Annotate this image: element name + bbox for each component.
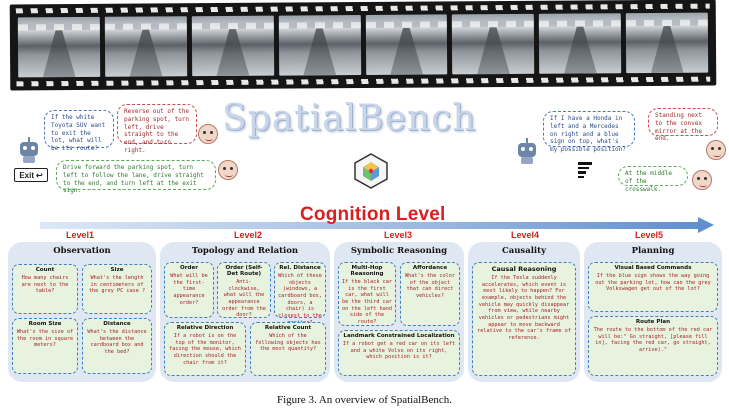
panel-title: Planning: [631, 246, 675, 256]
level-label: Level3: [384, 230, 413, 240]
figure-title: SpatialBench: [222, 98, 477, 139]
crosswalk-icon: [578, 162, 592, 180]
cognition-level-title: Cognition Level: [300, 204, 446, 225]
right-answer-bubble: Standing next to the convex mirror at the end.: [648, 108, 718, 136]
causal-reasoning-card: [472, 262, 576, 376]
card-title: Landmark Constrained Localization: [343, 333, 455, 339]
landmark-localization-card: [338, 330, 460, 376]
planning-panel: [584, 242, 722, 382]
card-text: If a robot is on the top of the monitor, facing the mouse, which direction should the chair from it?: [169, 333, 241, 366]
card-text: How many chairs are next to the table?: [21, 275, 69, 295]
card-title: Causal Reasoning: [491, 265, 557, 273]
person-face-icon: [692, 170, 712, 190]
level-label: Level4: [511, 230, 540, 240]
card-title: Rel. Distance: [279, 265, 321, 271]
video-frame: [626, 13, 708, 74]
robot-icon: [18, 137, 40, 163]
exit-arrow-icon: ↩: [35, 170, 43, 180]
card-text: Which of the following objects has the most quantity?: [255, 333, 321, 353]
level-label: Level2: [234, 230, 263, 240]
video-frame: [365, 14, 447, 75]
causality-panel: [468, 242, 580, 382]
card-text: What will be the first-time appearance order?: [170, 273, 208, 306]
video-frame: [192, 16, 274, 77]
level-label: Level1: [66, 230, 95, 240]
route-plan-card: [588, 316, 718, 376]
card-title: Route Plan: [635, 319, 671, 325]
card-title: Size: [110, 267, 124, 273]
person-face-icon: [706, 140, 726, 160]
sprocket-holes-bottom: [16, 77, 710, 87]
card-title: Multi-Hop Reasoning: [350, 265, 384, 277]
level-label: Level5: [635, 230, 664, 240]
video-frame: [18, 17, 100, 78]
card-text: What's the distance between the cardboard box and the bed?: [87, 329, 147, 355]
exit-sign-icon: [14, 168, 48, 182]
exit-sign-label: Exit: [19, 170, 34, 180]
multi-hop-card: [338, 262, 396, 326]
video-frame: [539, 13, 621, 74]
topology-panel: [160, 242, 330, 382]
card-title: Affordance: [412, 265, 448, 271]
panel-title: Symbolic Reasoning: [350, 246, 448, 256]
card-text: The route to the bottom of the red car will be:" Go straight, [please fill in], facing the red car, go straight, arrive).": [593, 327, 713, 353]
convex-mirror-icon: [352, 152, 390, 190]
card-text: If the blue sign shows the way going out the parking lot, how can the grey Volkswagen get out of the lot?: [595, 273, 711, 293]
count-card: [12, 264, 78, 314]
visual-commands-card: [588, 262, 718, 312]
card-text: Anti-clockwise, what will the appearance order from the door?: [222, 279, 266, 319]
size-card: [82, 264, 152, 314]
left-answer-bubble: Reverse out of the parking spot, turn left, drive straight to the end, and turn right.: [117, 104, 197, 144]
card-text: What's the color of the object that can direct vehicles?: [405, 273, 455, 299]
camera-frame-strip: [10, 0, 717, 90]
robot-icon: [516, 138, 538, 164]
video-frame: [452, 14, 534, 75]
card-title: Visual Based Commands: [614, 265, 692, 271]
order-self-route-card: [217, 262, 271, 318]
person-face-icon: [198, 124, 218, 144]
observation-panel: [8, 242, 156, 382]
panel-title: Topology and Relation: [191, 246, 299, 256]
left-model-answer-bubble: Drive forward the parking spot, turn left to follow the lane, drive straight to the end, and turn left at the exit sign.: [56, 160, 216, 190]
card-title: Room Size: [28, 321, 62, 327]
card-text: If the Tesla suddenly accelerates, which event is most likely to happen? For example, objects behind the vehicle may quickly disappear from view, while nearby vehicles or pedestrians might appear to move backward relative to the car's frame of reference.: [477, 275, 571, 341]
sprocket-holes-top: [16, 4, 710, 14]
card-title: Count: [35, 267, 55, 273]
rel-distance-card: [274, 262, 326, 318]
symbolic-reasoning-panel: [334, 242, 464, 382]
panel-title: Causality: [501, 246, 547, 256]
card-title: Relative Direction: [176, 325, 234, 331]
card-text: What's the length in centimeters of the grey PC case ?: [88, 275, 146, 295]
relative-direction-card: [164, 322, 246, 376]
right-model-answer-bubble: At the middle of the crosswalk.: [618, 166, 688, 186]
order-card: [164, 262, 214, 318]
card-text: If a robot get a red car on its left and a white Volvo on its right, which position is it?: [342, 341, 456, 361]
video-frame: [105, 16, 187, 77]
relative-count-card: [250, 322, 326, 376]
card-title: Order: [179, 265, 199, 271]
card-title: Order (Self-Det Route): [225, 265, 263, 277]
card-text: What's the size of the room in square meters?: [16, 329, 74, 349]
video-frame: [278, 15, 360, 76]
figure-caption: Figure 3. An overview of SpatialBench.: [276, 394, 453, 406]
panel-title: Observation: [53, 246, 111, 256]
right-question-bubble: If I have a Honda in left and a Mercedes on right and a blue sign on top, what's my possible position?: [543, 111, 635, 147]
card-text: If the black car is the first car, what will be the third car on the left hand side of the route?: [342, 279, 392, 325]
card-title: Distance: [103, 321, 131, 327]
affordance-card: [400, 262, 460, 326]
left-question-bubble: If the white Toyota SUV want to exit the lot, what will be its route?: [44, 110, 114, 148]
cognition-arrow-head: [698, 217, 714, 233]
room-size-card: [12, 318, 78, 374]
person-face-icon: [218, 160, 238, 180]
card-title: Relative Count: [264, 325, 312, 331]
distance-card: [82, 318, 152, 374]
video-frames: [18, 13, 708, 78]
card-text: Which of these objects (windows, a cardboard box, doors, a chair) is closest to the: [278, 273, 322, 319]
